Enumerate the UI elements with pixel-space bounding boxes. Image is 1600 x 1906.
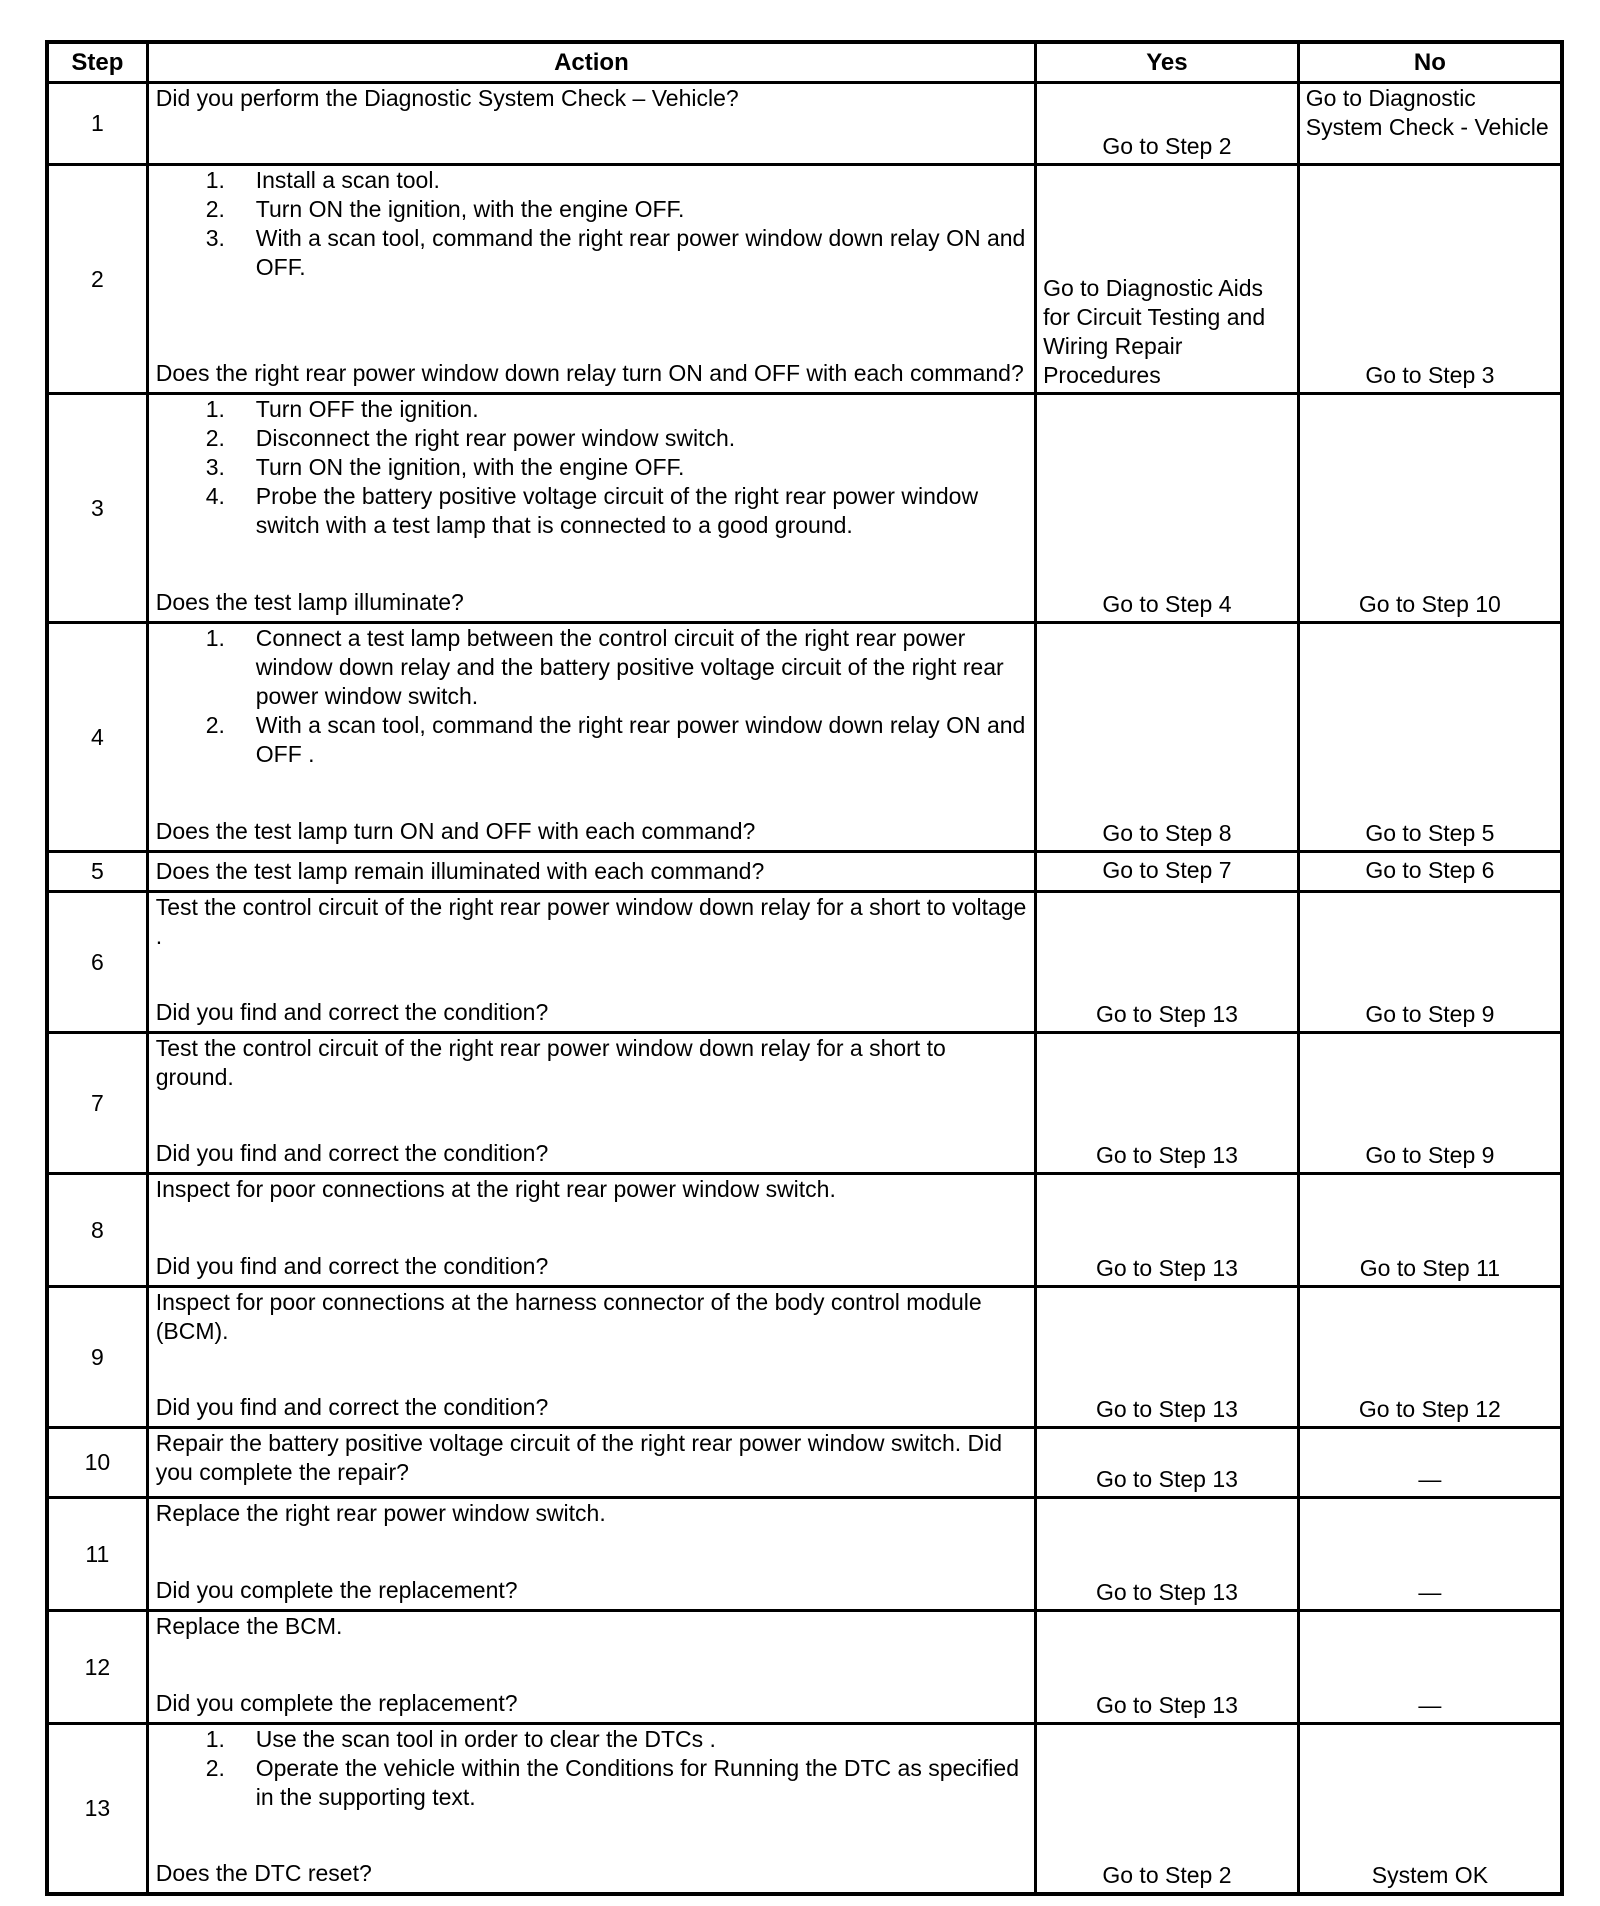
list-item: 2. Disconnect the right rear power window switch.	[205, 425, 736, 451]
list-item: 3. With a scan tool, command the right rear power window down relay ON and OFF.	[205, 225, 1026, 280]
yes-result: Go to Step 13	[1036, 1174, 1299, 1287]
table-row	[47, 1724, 1562, 1895]
action-text: Replace the right rear power window switch.	[155, 1500, 606, 1526]
instruction-list	[156, 1725, 1028, 1812]
action-cell	[147, 852, 1035, 892]
table-row	[47, 892, 1562, 1033]
question-text: Does the test lamp turn ON and OFF with each command?	[155, 818, 756, 844]
action-text: Did you perform the Diagnostic System Check – Vehicle?	[155, 85, 739, 111]
no-result: Go to Step 3	[1298, 165, 1562, 394]
step-number: 1	[47, 83, 147, 165]
yes-result: Go to Step 8	[1036, 623, 1299, 852]
action-text: Test the control circuit of the right rear power window down relay for a short to ground.	[155, 1035, 946, 1090]
instruction-list	[156, 395, 1028, 540]
no-result: System OK	[1298, 1724, 1562, 1895]
action-text: Inspect for poor connections at the harness connector of the body control module (BCM).	[155, 1289, 982, 1344]
question-text: Does the right rear power window down relay turn ON and OFF with each command?	[155, 360, 1024, 386]
step-number: 11	[47, 1498, 147, 1611]
list-item: 1. Connect a test lamp between the control circuit of the right rear power window down relay and the battery positive voltage circuit of the right rear power window switch.	[205, 625, 1004, 709]
yes-result: Go to Step 13	[1036, 892, 1299, 1033]
list-item: 1. Use the scan tool in order to clear the DTCs .	[205, 1726, 716, 1752]
action-cell	[147, 892, 1035, 1033]
step-number: 6	[47, 892, 147, 1033]
step-number: 7	[47, 1033, 147, 1174]
table-row	[47, 1174, 1562, 1287]
table-row	[47, 165, 1562, 394]
question-text: Did you find and correct the condition?	[155, 1140, 549, 1166]
no-result: Go to Step 11	[1298, 1174, 1562, 1287]
yes-result: Go to Step 2	[1036, 1724, 1299, 1895]
table-row	[47, 1498, 1562, 1611]
step-number: 4	[47, 623, 147, 852]
action-text: Repair the battery positive voltage circuit of the right rear power window switch. Did you complete the repair?	[155, 1430, 1003, 1485]
header-step: Step	[47, 42, 147, 83]
action-cell	[147, 1428, 1035, 1498]
list-item: 4. Probe the battery positive voltage circuit of the right rear power window switch with a test lamp that is connected to a good ground.	[205, 483, 979, 538]
step-number: 9	[47, 1287, 147, 1428]
step-number: 10	[47, 1428, 147, 1498]
step-number: 5	[47, 852, 147, 892]
no-result: Go to Step 5	[1298, 623, 1562, 852]
action-cell	[147, 1611, 1035, 1724]
yes-result: Go to Step 2	[1036, 83, 1299, 165]
question-text: Did you complete the replacement?	[155, 1690, 518, 1716]
header-no: No	[1298, 42, 1562, 83]
action-cell	[147, 1287, 1035, 1428]
action-cell	[147, 1498, 1035, 1611]
list-item: 2. Turn ON the ignition, with the engine OFF.	[205, 196, 685, 222]
action-cell	[147, 165, 1035, 394]
yes-result: Go to Step 7	[1036, 852, 1299, 892]
table-row	[47, 852, 1562, 892]
action-cell	[147, 623, 1035, 852]
step-number: 3	[47, 394, 147, 623]
step-number: 13	[47, 1724, 147, 1895]
no-result: Go to Step 12	[1298, 1287, 1562, 1428]
action-text: Inspect for poor connections at the right rear power window switch.	[155, 1176, 836, 1202]
no-result: —	[1298, 1498, 1562, 1611]
question-text: Does the DTC reset?	[155, 1860, 372, 1886]
no-result: Go to Diagnostic System Check - Vehicle	[1298, 83, 1562, 165]
list-item: 3. Turn ON the ignition, with the engine OFF.	[205, 454, 685, 480]
no-result: Go to Step 6	[1298, 852, 1562, 892]
action-cell	[147, 1033, 1035, 1174]
action-cell	[147, 83, 1035, 165]
step-number: 8	[47, 1174, 147, 1287]
question-text: Did you complete the replacement?	[155, 1577, 518, 1603]
table-row	[47, 83, 1562, 165]
no-result: —	[1298, 1611, 1562, 1724]
step-number: 2	[47, 165, 147, 394]
list-item: 1. Install a scan tool.	[205, 167, 440, 193]
yes-result: Go to Step 13	[1036, 1498, 1299, 1611]
table-row	[47, 1428, 1562, 1498]
step-number: 12	[47, 1611, 147, 1724]
action-text: Test the control circuit of the right rear power window down relay for a short to voltage .	[155, 894, 1027, 949]
instruction-list	[156, 624, 1028, 769]
yes-result: Go to Step 4	[1036, 394, 1299, 623]
question-text: Did you find and correct the condition?	[155, 999, 549, 1025]
action-cell	[147, 1724, 1035, 1895]
no-result: Go to Step 10	[1298, 394, 1562, 623]
yes-result: Go to Step 13	[1036, 1611, 1299, 1724]
list-item: 2. With a scan tool, command the right rear power window down relay ON and OFF .	[205, 712, 1026, 767]
yes-result: Go to Step 13	[1036, 1287, 1299, 1428]
question-text: Did you find and correct the condition?	[155, 1394, 549, 1420]
header-yes: Yes	[1036, 42, 1299, 83]
question-text: Does the test lamp illuminate?	[155, 589, 464, 615]
action-cell	[147, 394, 1035, 623]
list-item: 2. Operate the vehicle within the Conditions for Running the DTC as specified in the supporting text.	[205, 1755, 1019, 1810]
question-text: Does the test lamp remain illuminated with each command?	[155, 858, 765, 884]
diagnostic-table	[45, 40, 1564, 1896]
header-action: Action	[147, 42, 1035, 83]
table-row	[47, 1611, 1562, 1724]
yes-result: Go to Diagnostic Aids for Circuit Testing and Wiring Repair Procedures	[1036, 165, 1299, 394]
action-cell	[147, 1174, 1035, 1287]
table-row	[47, 623, 1562, 852]
no-result: Go to Step 9	[1298, 1033, 1562, 1174]
table-row	[47, 394, 1562, 623]
header-row	[47, 42, 1562, 83]
instruction-list	[156, 166, 1028, 282]
yes-result: Go to Step 13	[1036, 1428, 1299, 1498]
yes-result: Go to Step 13	[1036, 1033, 1299, 1174]
table-row	[47, 1033, 1562, 1174]
action-text: Replace the BCM.	[155, 1613, 343, 1639]
table-row	[47, 1287, 1562, 1428]
list-item: 1. Turn OFF the ignition.	[205, 396, 479, 422]
question-text: Did you find and correct the condition?	[155, 1253, 549, 1279]
no-result: Go to Step 9	[1298, 892, 1562, 1033]
no-result: —	[1298, 1428, 1562, 1498]
